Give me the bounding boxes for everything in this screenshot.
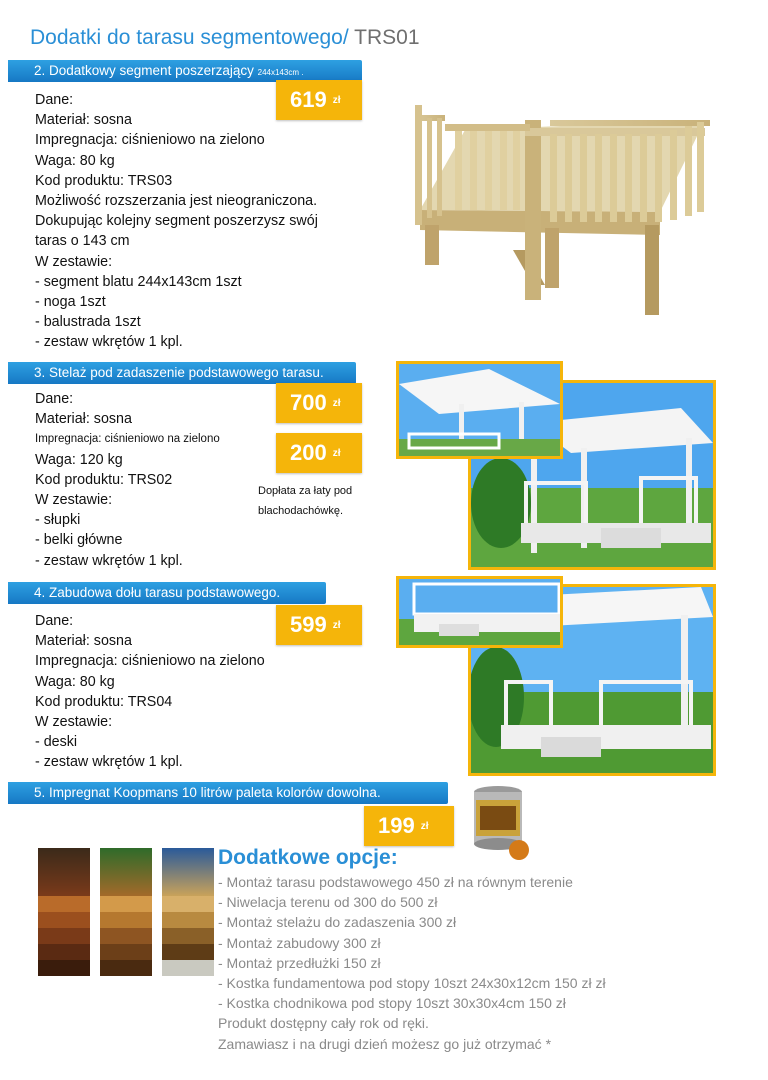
page-title — [30, 26, 420, 50]
title-text: Dodatki do tarasu segmentowego/ — [30, 26, 349, 49]
options-title: Dodatkowe opcje: — [218, 846, 398, 869]
detail-line: Możliwość rozszerzania jest nieograniczona. — [35, 193, 318, 210]
note-line: Dopłata za łaty pod — [258, 485, 353, 497]
detail-line: Dane: — [35, 92, 74, 108]
option-item: - Montaż zabudowy 300 zł — [218, 934, 381, 951]
product-code: TRS01 — [354, 26, 420, 49]
price-unit: zł — [332, 398, 341, 410]
price-value: 619 — [290, 87, 327, 112]
price-value: 599 — [290, 612, 327, 637]
price-badge-3 — [276, 383, 362, 423]
detail-line: Kod produktu: TRS03 — [35, 172, 173, 189]
price-value: 200 — [290, 440, 327, 465]
price-unit: zł — [332, 95, 341, 107]
section-3-details — [35, 389, 220, 571]
detail-line: - balustrada 1szt — [35, 314, 141, 331]
wooden-terrace-segment-photo — [405, 100, 715, 325]
option-item: - Kostka chodnikowa pod stopy 10szt 30x30x4cm 150 zł — [218, 995, 566, 1012]
option-item: - Montaż tarasu podstawowego 450 zł na równym terenie — [218, 874, 573, 890]
detail-line: Waga: 80 kg — [35, 673, 115, 690]
delivery-note: Zamawiasz i na drugi dzień możesz go już otrzymać * — [218, 1035, 552, 1052]
detail-line: W zestawie: — [35, 253, 113, 270]
note-line: blachodachówkę. — [258, 505, 344, 517]
price-unit: zł — [420, 821, 429, 833]
section-bar-3 — [8, 362, 356, 384]
detail-line: Materiał: sosna — [35, 112, 132, 129]
detail-line: - segment blatu 244x143cm 1szt — [35, 273, 242, 290]
detail-line: Kod produktu: TRS02 — [35, 471, 173, 488]
price-badge-4 — [276, 605, 362, 645]
option-item: - Montaż stelażu do zadaszenia 300 zł — [218, 914, 457, 931]
price-unit: zł — [332, 448, 341, 460]
skirting-closeup-photo — [396, 576, 563, 648]
section-2-size: 244x143cm . — [257, 68, 304, 77]
section-4-title: 4. Zabudowa dołu tarasu podstawowego. — [34, 585, 281, 600]
stain-color-chart-2 — [100, 848, 152, 984]
option-item: - Montaż przedłużki 150 zł — [218, 954, 381, 971]
detail-line: Waga: 120 kg — [35, 451, 123, 468]
detail-line: Dokupując kolejny segment poszerzysz swój — [35, 213, 318, 230]
stain-color-chart-3 — [162, 848, 214, 984]
section-2-details — [35, 90, 318, 353]
options-list — [218, 872, 606, 1054]
detail-line: Impregnacja: ciśnieniowo na zielono — [35, 132, 265, 149]
detail-line: - zestaw wkrętów 1 kpl. — [35, 552, 183, 569]
detail-line: - deski — [35, 734, 78, 751]
section-2-title: 2. Dodatkowy segment poszerzający — [34, 63, 254, 78]
availability-note: Produkt dostępny cały rok od ręki. — [218, 1015, 429, 1032]
detail-line: - zestaw wkrętów 1 kpl. — [35, 754, 183, 771]
price-badge-3-extra — [276, 433, 362, 473]
option-item: - Niwelacja terenu od 300 do 500 zł — [218, 894, 438, 911]
detail-line: Impregnacja: ciśnieniowo na zielono — [35, 653, 265, 670]
section-bar-5 — [8, 782, 448, 804]
detail-line: - noga 1szt — [35, 294, 106, 311]
detail-line: Materiał: sosna — [35, 633, 132, 650]
detail-line: W zestawie: — [35, 714, 113, 731]
pergola-closeup-photo — [396, 361, 563, 459]
section-5-title: 5. Impregnat Koopmans 10 litrów paleta kolorów dowolna. — [34, 785, 381, 800]
detail-line: taras o 143 cm — [35, 233, 130, 250]
price-value: 700 — [290, 390, 327, 415]
section-bar-2 — [8, 60, 362, 82]
price-unit: zł — [332, 620, 341, 632]
detail-line: - słupki — [35, 512, 81, 529]
stain-can-photo — [470, 782, 532, 862]
section-3-title: 3. Stelaż pod zadaszenie podstawowego tarasu. — [34, 365, 324, 380]
detail-line: Dane: — [35, 613, 74, 629]
detail-line: Kod produktu: TRS04 — [35, 693, 173, 710]
price-value: 199 — [378, 813, 415, 838]
detail-line: Impregnacja: ciśnieniowo na zielono — [35, 433, 220, 446]
detail-line: Waga: 80 kg — [35, 152, 115, 169]
section-4-details — [35, 611, 265, 773]
detail-line: W zestawie: — [35, 492, 113, 509]
option-item: - Kostka fundamentowa pod stopy 10szt 24x30x12cm 150 zł zł — [218, 975, 606, 992]
detail-line: - belki główne — [35, 532, 123, 549]
price-badge-5 — [364, 806, 454, 846]
section-bar-4 — [8, 582, 326, 604]
detail-line: Dane: — [35, 391, 74, 407]
roof-battens-note — [258, 481, 352, 521]
detail-line: Materiał: sosna — [35, 411, 132, 428]
stain-color-chart — [38, 848, 90, 984]
detail-line: - zestaw wkrętów 1 kpl. — [35, 334, 183, 351]
